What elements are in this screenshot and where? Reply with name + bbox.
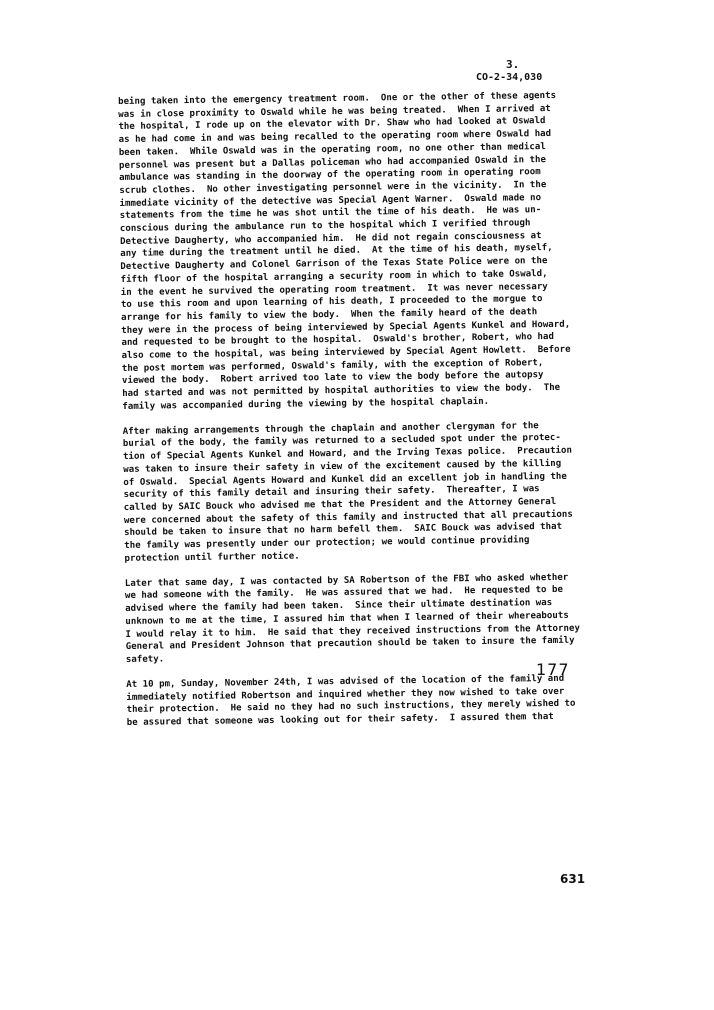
text-line: had started and was not permitted by hospital authorities to view the body. The bbox=[122, 383, 561, 400]
text-line: burial of the body, the family was returned to a secluded spot under the protec- bbox=[122, 433, 561, 450]
text-line: personnel was present but a Dallas policeman who had accompanied Oswald in the bbox=[118, 154, 547, 171]
text-line: the post mortem was performed, Oswald's family, with the exception of Robert, bbox=[121, 357, 544, 374]
text-line: Detective Daugherty, who accompanied him. He did not regain consciousness at bbox=[119, 230, 542, 247]
paragraph bbox=[125, 571, 598, 667]
text-line: fifth floor of the hospital arranging a security room in which to take Oswald, bbox=[120, 268, 548, 285]
text-line: being taken into the emergency treatment room. One or the other of these agents bbox=[118, 90, 557, 107]
text-line: advised where the family had been taken. Since their ultimate destination was bbox=[125, 598, 553, 615]
text-line: any time during the treatment until he died. At the time of his death, myself, bbox=[120, 243, 553, 260]
text-line: called by SAIC Bouck who advised me that the President and the Attorney General bbox=[123, 496, 557, 513]
text-line: to use this room and upon learning of his death, I proceeded to the morgue to bbox=[120, 294, 543, 311]
text-line: should be taken to insure that no harm befell them. SAIC Bouck was advised that bbox=[124, 522, 563, 539]
paragraph bbox=[123, 419, 597, 565]
exhibit-stamp-number: 177 bbox=[536, 660, 570, 679]
text-line: was taken to insure their safety in view of the excitement caused by the killing bbox=[123, 458, 562, 475]
text-line: as he had come in and was being recalled to the operating room where Oswald had bbox=[118, 129, 552, 146]
text-line: unknown to me at the time, I assured him that when I learned of their whereabouts bbox=[125, 610, 569, 627]
text-line: I would relay it to him. He said that they received instructions from the Attorney bbox=[125, 623, 580, 640]
footer-page-number: 631 bbox=[560, 872, 586, 886]
text-line: been taken. While Oswald was in the operating room, no one other than medical bbox=[118, 141, 546, 158]
text-line: security of this family detail and insuring their safety. Thereafter, I was bbox=[123, 484, 540, 501]
text-line: viewed the body. Robert arrived too late to view the body before the autopsy bbox=[121, 370, 544, 387]
text-line: At 10 pm, Sunday, November 24th, I was advised of the location of the family and bbox=[126, 673, 565, 690]
text-line: in the event he survived the operating room treatment. It was never necessary bbox=[120, 281, 548, 298]
text-line: Later that same day, I was contacted by SA Robertson of the FBI who asked whether bbox=[124, 572, 569, 589]
text-line: they were in the process of being interviewed by Special Agents Kunkel and Howard, bbox=[121, 319, 571, 336]
text-line: ambulance was standing in the doorway of the operating room in operating room bbox=[119, 167, 541, 184]
text-line: and requested to be brought to the hospital. Oswald's brother, Robert, who had bbox=[121, 332, 555, 349]
text-line: statements from the time he was shot until the time of his death. He was un- bbox=[119, 205, 542, 222]
paragraph bbox=[118, 89, 594, 413]
text-line: family was accompanied during the viewing by the hospital chaplain. bbox=[122, 396, 490, 412]
text-line: After making arrangements through the chaplain and another clergyman for the bbox=[122, 420, 539, 437]
text-line: immediate vicinity of the detective was Special Agent Warner. Oswald made no bbox=[119, 192, 542, 209]
text-line: General and President Johnson that precaution should be taken to insure the family bbox=[125, 635, 575, 653]
text-line: also come to the hospital, was being interviewed by Special Agent Howlett. Before bbox=[121, 344, 571, 362]
reference-number: CO-2-34,030 bbox=[476, 72, 543, 83]
text-line: tion of Special Agents Kunkel and Howard, and the Irving Texas police. Precaution bbox=[122, 445, 573, 463]
text-line: was in close proximity to Oswald while he was being treated. When I arrived at bbox=[118, 103, 551, 120]
text-line: were concerned about the safety of this family and instructed that all precautions bbox=[123, 509, 573, 526]
text-line: Detective Daugherty and Colonel Garrison of the Texas State Police were on the bbox=[120, 256, 548, 273]
text-line: the family was presently under our protection; we would continue providing bbox=[124, 535, 530, 552]
text-line: protection until further notice. bbox=[124, 551, 300, 564]
text-line: of Oswald. Special Agents Howard and Kunkel did an excellent job in handling the bbox=[123, 471, 567, 488]
text-line: safety. bbox=[125, 654, 165, 665]
text-line: we had someone with the family. He was assured that we had. He requested to be bbox=[124, 585, 564, 602]
text-line: scrub clothes. No other investigating personnel were in the vicinity. In the bbox=[119, 179, 547, 196]
text-line: conscious during the ambulance run to the hospital which I verified through bbox=[119, 218, 531, 235]
text-line: their protection. He said no they had no such instructions, they merely wished to bbox=[126, 698, 576, 716]
page-number: 3. bbox=[506, 58, 520, 71]
document-body bbox=[118, 89, 599, 729]
text-line: arrange for his family to view the body. When the family heard of the death bbox=[121, 307, 538, 323]
text-line: be assured that someone was looking out for their safety. I assured them that bbox=[126, 711, 554, 728]
text-line: the hospital, I rode up on the elevator with Dr. Shaw who had looked at Oswald bbox=[118, 116, 546, 133]
text-line: immediately notified Robertson and inquired whether they now wished to take over bbox=[126, 686, 565, 703]
paragraph bbox=[126, 672, 599, 729]
